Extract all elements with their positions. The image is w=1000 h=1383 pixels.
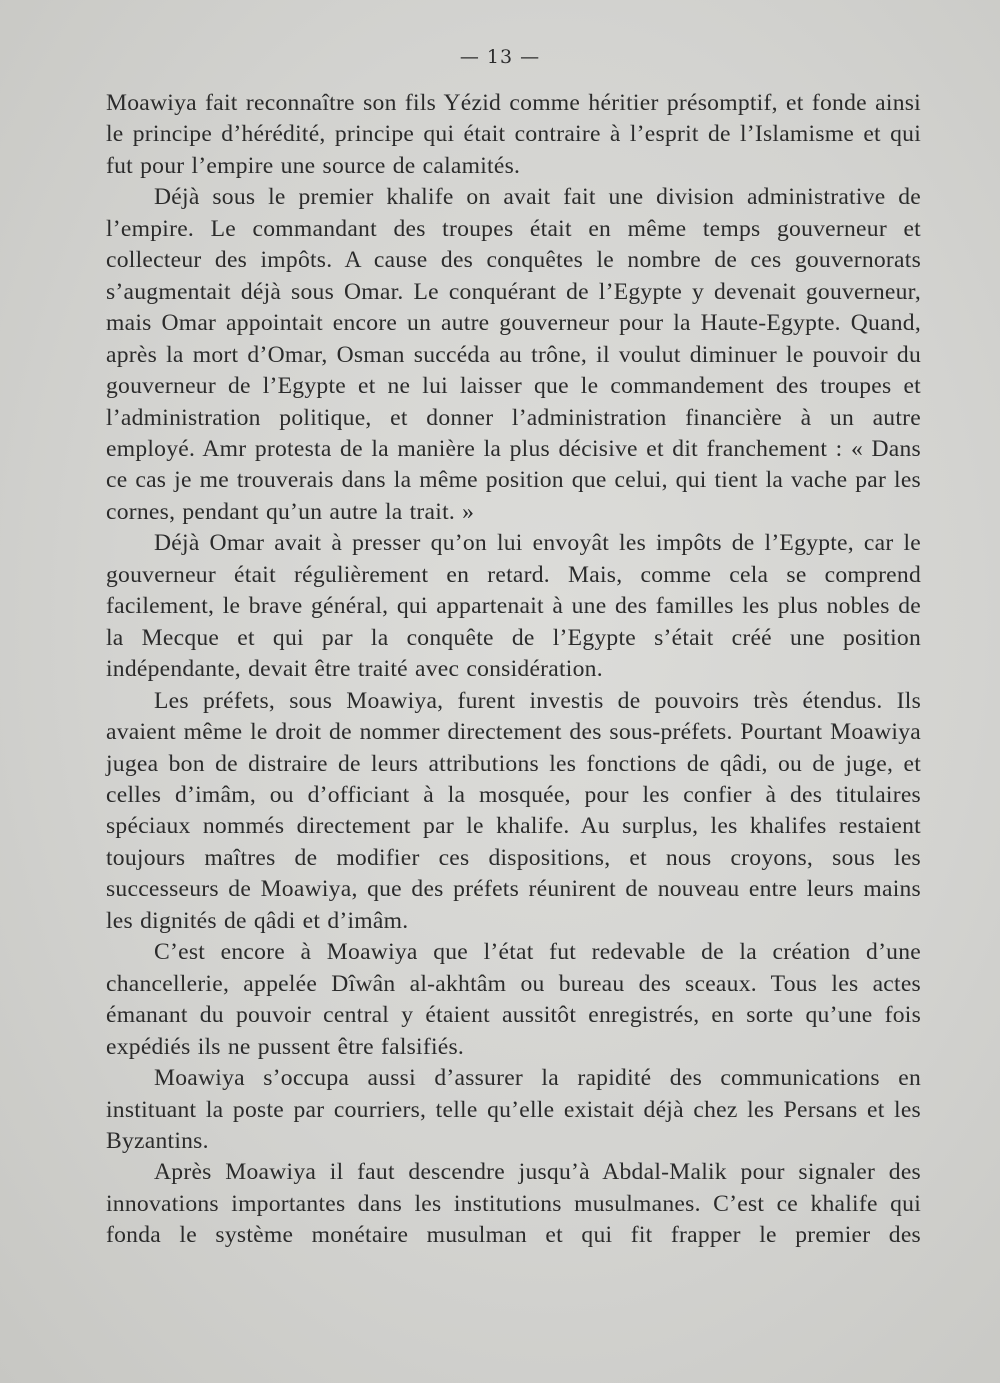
paragraph-6: Moawiya s’occupa aussi d’assurer la rapidité des communications en instituant la poste par courriers, telle qu’elle existait déjà chez les Persans et les Byzantins.	[106, 1065, 921, 1154]
page-number: — 13 —	[459, 46, 541, 68]
paragraph-1: Moawiya fait reconnaître son fils Yézid comme héritier présomptif, et fonde ainsi le principe d’hérédité, principe qui était contraire à l’esprit de l’Islamisme et qui fut pour l’empire une source de calamités.	[106, 90, 921, 179]
paragraph-7: Après Moawiya il faut descendre jusqu’à Abdal-Malik pour signaler des innovations importantes dans les institutions musulmanes. C’est ce khalife qui fonda le système monétaire musulman et qui fit frapper le premier des	[106, 1159, 921, 1249]
paragraph-3: Déjà Omar avait à presser qu’on lui envoyât les impôts de l’Egypte, car le gouverneur était régulièrement en retard. Mais, comme cela se comprend facilement, le brave général, qui appartenait à une des familles les plus nobles de la Mecque et qui par la conquête de l’Egypte s’était créé une position indépendante, devait être traité avec considération.	[106, 530, 921, 683]
paragraph-2: Déjà sous le premier khalife on avait fait une division administrative de l’empire. Le commandant des troupes était en même temps gouverneur et collecteur des impôts. A cause des conquêtes le nombre de ces gouvernorats s’augmentait déjà sous Omar. Le conquérant de l’Egypte y devenait gouverneur, mais Omar appointait encore un autre gouverneur pour la Haute-Egypte. Quand, après la mort d’Omar, Osman succéda au trône, il voulut diminuer le pouvoir du gouverneur de l’Egypte et ne lui laisser que le commandement des troupes et l’administration politique, et donner l’administration financière à un autre employé. Amr protesta de la manière la plus décisive et dit franchement : « Dans ce cas je me trouverais dans la même position que celui, qui tient la vache par les cornes, pendant qu’un autre la trait. »	[106, 184, 921, 525]
body-text	[106, 88, 921, 1252]
paragraph-4: Les préfets, sous Moawiya, furent investis de pouvoirs très étendus. Ils avaient même le droit de nommer directement des sous-préfets. Pourtant Moawiya jugea bon de distraire de leurs attributions les fonctions de qâdi, ou de juge, et celles d’imâm, ou d’officiant à la mosquée, pour les confier à des titulaires spéciaux nommés directement par le khalife. Au surplus, les khalifes restaient toujours maîtres de modifier ces dispositions, et nous croyons, sous les successeurs de Moawiya, que des préfets réunirent de nouveau entre leurs mains les dignités de qâdi et d’imâm.	[106, 687, 921, 934]
paragraph-5: C’est encore à Moawiya que l’état fut redevable de la création d’une chancellerie, appelée Dîwân al-akhtâm ou bureau des sceaux. Tous les actes émanant du pouvoir central y étaient aussitôt enregistrés, en sorte qu’une fois expédiés ils ne pussent être falsifiés.	[106, 939, 921, 1060]
